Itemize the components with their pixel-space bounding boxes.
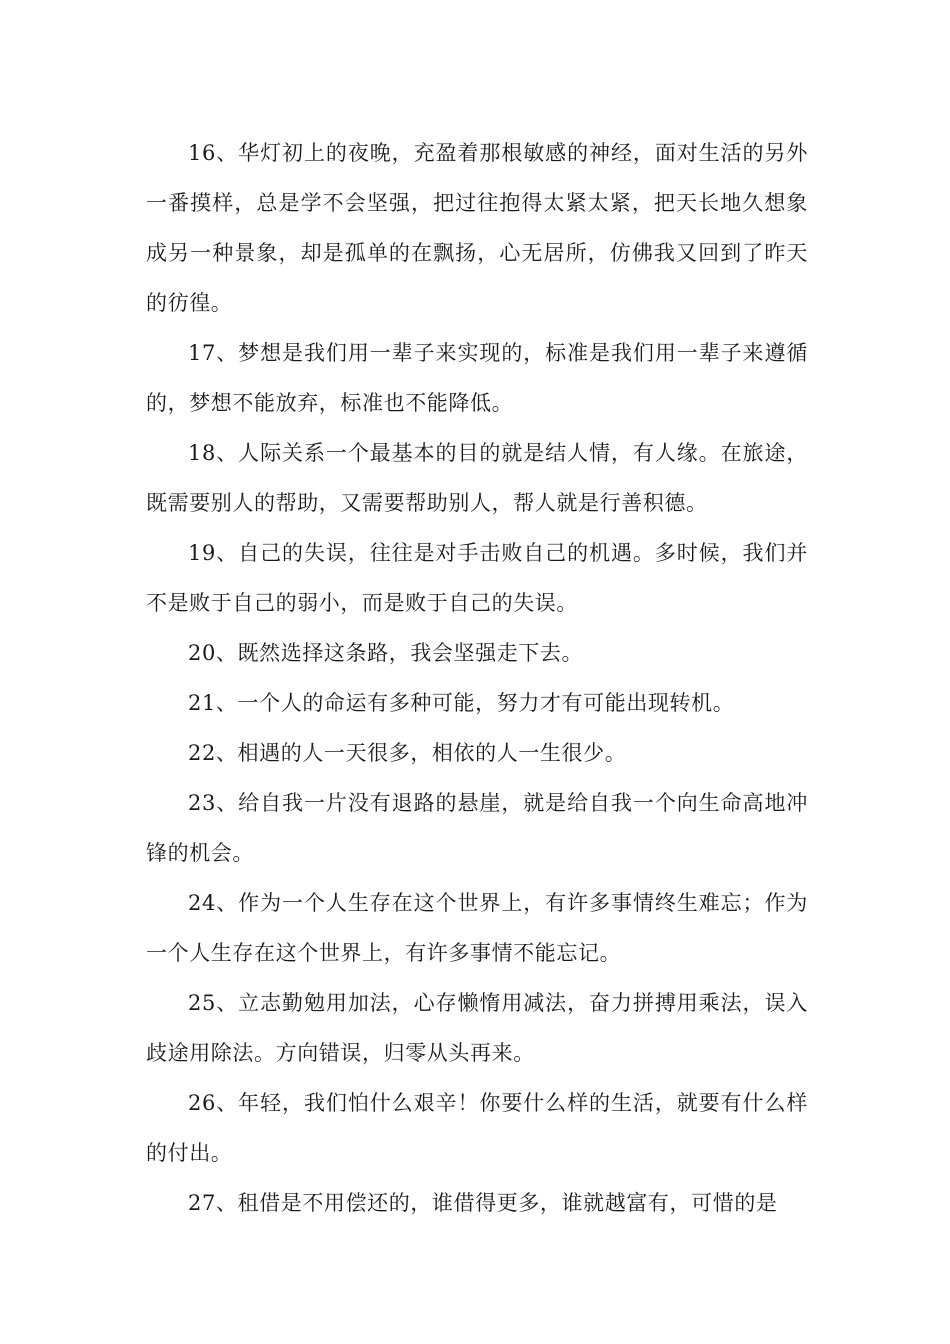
paragraph-27: 27、租借是不用偿还的，谁借得更多，谁就越富有，可惜的是 — [188, 1191, 778, 1215]
paragraph-17: 17、梦想是我们用一辈子来实现的，标准是我们用一辈子来遵循的，梦想不能放弃，标准也不能降低。 — [146, 341, 808, 415]
paragraph-23: 23、给自我一片没有退路的悬崖，就是给自我一个向生命高地冲锋的机会。 — [146, 791, 808, 865]
paragraph-16: 16、华灯初上的夜晚，充盈着那根敏感的神经，面对生活的另外一番摸样，总是学不会坚强，把过往抱得太紧太紧，把天长地久想象成另一种景象，却是孤单的在飘扬，心无居所，仿佛我又回到了昨天的彷徨。 — [146, 141, 808, 315]
paragraph-20: 20、既然选择这条路，我会坚强走下去。 — [188, 641, 584, 665]
paragraph-24: 24、作为一个人生存在这个世界上，有许多事情终生难忘；作为一个人生存在这个世界上，有许多事情不能忘记。 — [146, 891, 808, 965]
paragraph-26: 26、年轻，我们怕什么艰辛！你要什么样的生活，就要有什么样的付出。 — [146, 1091, 808, 1165]
document-body — [146, 128, 808, 1228]
paragraph-21: 21、一个人的命运有多种可能，努力才有可能出现转机。 — [188, 691, 735, 715]
paragraph-19: 19、自己的失误，往往是对手击败自己的机遇。多时候，我们并不是败于自己的弱小，而是败于自己的失误。 — [146, 541, 808, 615]
paragraph-22: 22、相遇的人一天很多，相依的人一生很少。 — [188, 741, 627, 765]
paragraph-18: 18、人际关系一个最基本的目的就是结人情，有人缘。在旅途，既需要别人的帮助，又需要帮助别人，帮人就是行善积德。 — [146, 441, 808, 515]
paragraph-25: 25、立志勤勉用加法，心存懒惰用减法，奋力拼搏用乘法，误入歧途用除法。方向错误，归零从头再来。 — [146, 991, 808, 1065]
